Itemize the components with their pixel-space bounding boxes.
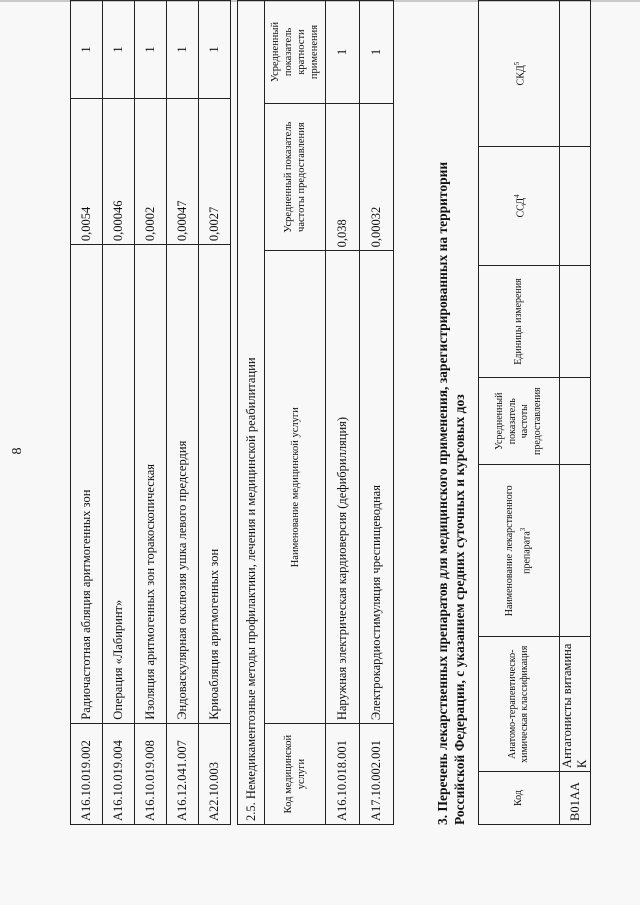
drug-name bbox=[560, 465, 591, 637]
atc-name: Антагонисты витамина К bbox=[560, 637, 591, 772]
frequency-value: 0,00046 bbox=[103, 98, 135, 244]
multiplicity-value: 1 bbox=[167, 1, 199, 99]
multiplicity-value: 1 bbox=[135, 1, 167, 99]
table-row bbox=[103, 1, 135, 825]
header-drug-label: Наименование лекарственного препарата bbox=[504, 485, 533, 617]
frequency-value: 0,00032 bbox=[360, 104, 394, 251]
table-row bbox=[71, 1, 103, 825]
header-code: Код медицинской услуги bbox=[265, 724, 326, 825]
section-3-heading bbox=[434, 45, 468, 825]
non-drug-methods-table bbox=[237, 0, 394, 825]
table-row bbox=[167, 1, 199, 825]
table-row bbox=[560, 1, 591, 825]
header-row bbox=[265, 1, 326, 825]
service-code: A17.10.002.001 bbox=[360, 724, 394, 825]
header-ssd-footnote: 4 bbox=[512, 194, 521, 198]
header-drug-footnote: 3 bbox=[518, 527, 527, 532]
service-name: Наружная электрическая кардиоверсия (дефибрилляция) bbox=[326, 251, 360, 724]
header-skd bbox=[479, 1, 560, 147]
table-row bbox=[326, 1, 360, 825]
header-multiplicity: Усредненный показатель кратности применения bbox=[265, 1, 326, 104]
multiplicity-value: 1 bbox=[360, 1, 394, 104]
frequency-value bbox=[560, 378, 591, 465]
service-code: A16.10.019.008 bbox=[135, 723, 167, 824]
page-number: 8 bbox=[10, 447, 25, 455]
service-name: Операция «Лабиринт» bbox=[103, 245, 135, 724]
header-row bbox=[479, 1, 560, 825]
header-ssd bbox=[479, 147, 560, 265]
unit-value bbox=[560, 265, 591, 378]
table-row bbox=[199, 1, 231, 825]
header-skd-label: СКД bbox=[514, 65, 526, 86]
header-code: Код bbox=[479, 772, 560, 825]
service-name: Криоабляция аритмогенных зон bbox=[199, 245, 231, 724]
section-title-row bbox=[238, 1, 265, 825]
header-atc: Анатомо-терапевтическо-химическая классификация bbox=[479, 637, 560, 772]
frequency-value: 0,0054 bbox=[71, 98, 103, 244]
service-code: A16.10.018.001 bbox=[326, 724, 360, 825]
section-title: 2.5. Немедикаментозные методы профилактики, лечения и медицинской реабилитации bbox=[238, 1, 265, 825]
service-name: Изоляция аритмогенных зон торакоскопическая bbox=[135, 245, 167, 724]
frequency-value: 0,038 bbox=[326, 104, 360, 251]
frequency-value: 0,0027 bbox=[199, 98, 231, 244]
frequency-value: 0,00047 bbox=[167, 98, 199, 244]
service-name: Радиочастотная абляция аритмогенных зон bbox=[71, 245, 103, 724]
table-row bbox=[360, 1, 394, 825]
header-drug bbox=[479, 465, 560, 637]
service-code: A22.10.003 bbox=[199, 723, 231, 824]
service-code: A16.12.041.007 bbox=[167, 723, 199, 824]
multiplicity-value: 1 bbox=[199, 1, 231, 99]
header-ssd-label: ССД bbox=[514, 197, 526, 218]
table-row bbox=[135, 1, 167, 825]
service-name: Электрокардиостимуляция чреспищеводная bbox=[360, 251, 394, 724]
multiplicity-value: 1 bbox=[71, 1, 103, 99]
ssd-value bbox=[560, 147, 591, 265]
header-unit: Единицы измерения bbox=[479, 265, 560, 378]
drugs-table bbox=[478, 0, 591, 825]
multiplicity-value: 1 bbox=[103, 1, 135, 99]
header-frequency: Усредненный показатель частоты предоставления bbox=[479, 378, 560, 465]
header-name: Наименование медицинской услуги bbox=[265, 251, 326, 724]
header-skd-footnote: 5 bbox=[512, 61, 521, 66]
service-name: Эндоваскулярная окклюзия ушка левого предсердия bbox=[167, 245, 199, 724]
skd-value bbox=[560, 1, 591, 147]
section-3-title-line1: 3. Перечень лекарственных препаратов для медицинского применения, зарегистрированных на территории bbox=[435, 161, 450, 825]
header-frequency: Усредненный показатель частоты предоставления bbox=[265, 104, 326, 251]
service-code: A16.10.019.002 bbox=[71, 723, 103, 824]
service-code: A16.10.019.004 bbox=[103, 723, 135, 824]
services-table-continued bbox=[70, 0, 231, 825]
multiplicity-value: 1 bbox=[326, 1, 360, 104]
frequency-value: 0,0002 bbox=[135, 98, 167, 244]
section-3-title-line2: Российской Федерации, с указанием средних суточных и курсовых доз bbox=[452, 394, 467, 825]
atc-code: B01AA bbox=[560, 772, 591, 825]
